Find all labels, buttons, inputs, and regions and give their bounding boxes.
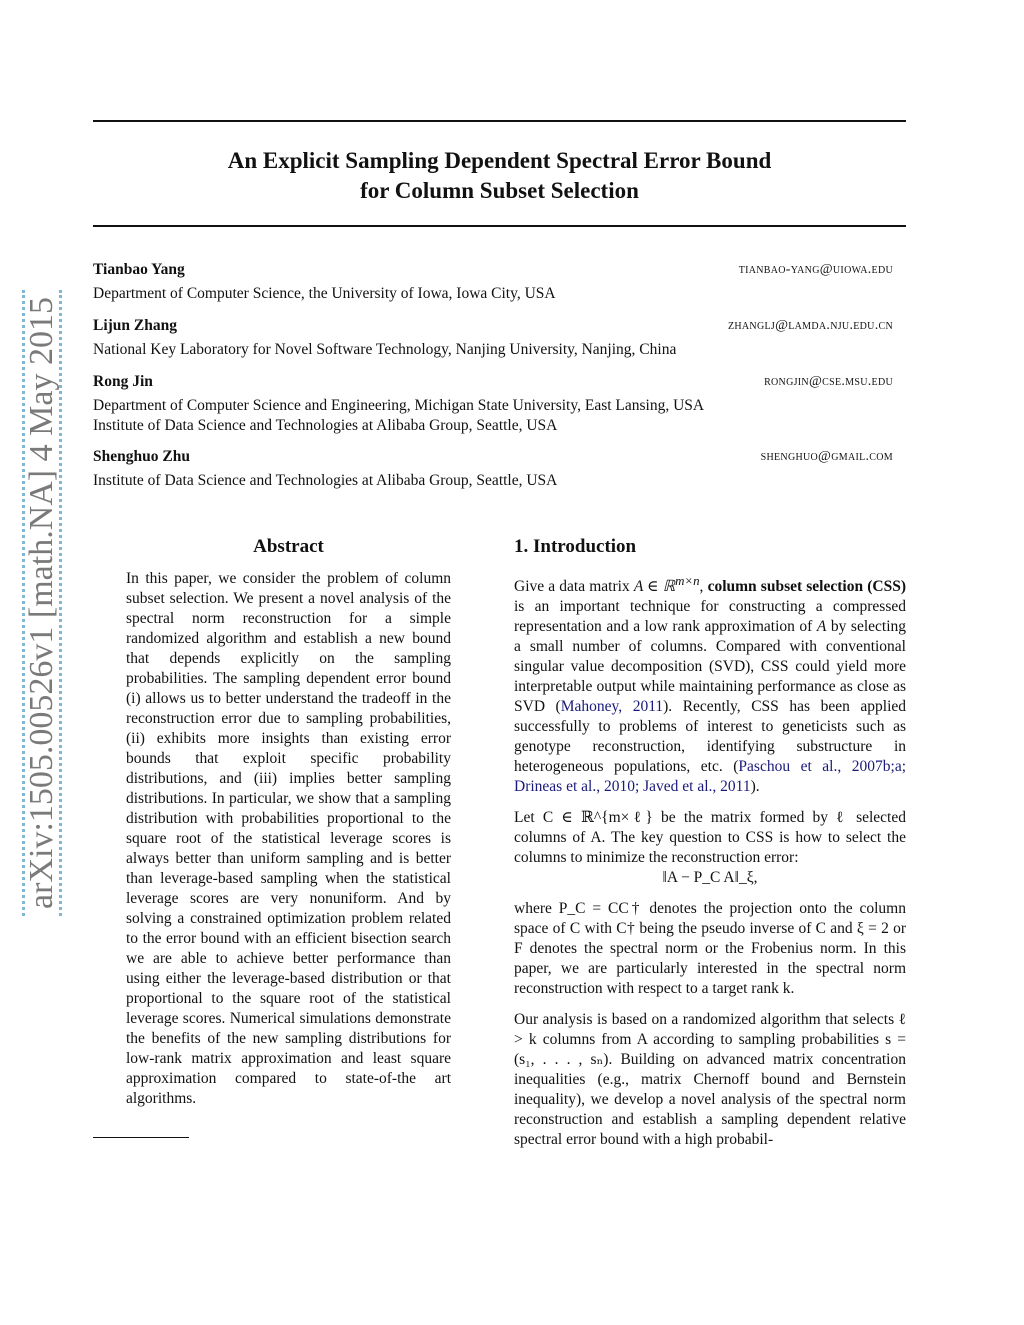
top-rule [93,120,906,122]
section-heading: 1. Introduction [514,536,637,557]
author-block [93,372,893,436]
citation-link[interactable]: Mahoney, 2011 [560,698,664,716]
author-affiliation: Department of Computer Science and Engineering, Michigan State University, East Lansing, USA [93,397,705,414]
author-block [93,260,893,304]
paragraph: Our analysis is based on a randomized algorithm that selects ℓ > k columns from A according to sampling probabilities s = (s₁, . . . , sₙ). Building on advanced matrix concentration inequalities (e.g., matrix Chernoff bound and Bernstein inequality), we develop a novel analysis of the spectral norm reconstruction and establish a sampling dependent relative spectral error bound with a high probabil- [514,1011,906,1149]
author-affiliation: Department of Computer Science, the University of Iowa, Iowa City, USA [93,285,556,302]
paragraph: Let C ∈ ℝ^{m×ℓ} be the matrix formed by ℓ selected columns of A. The key question to CSS is how to select the columns to minimize the reconstruction error: [514,809,906,867]
citation-link[interactable]: Paschou et al., 2007b;a; Drineas et al., 2010; Javed et al., 2011 [514,758,907,796]
abstract-body: In this paper, we consider the problem of column subset selection. We present a novel analysis of the spectral norm reconstruction for a simple randomized algorithm and establish a new bound that depends explicitly on the sampling probabilities. The sampling dependent error bound (i) allows us to better understand the tradeoff in the reconstruction error due to sampling probabilities, (ii) exhibits more insights than existing error bounds that exploit specific probability distributions, and (iii) implies better sampling distributions. In particular, we show that a sampling distribution with probabilities proportional to the square root of the statistical leverage scores is always better than uniform sampling and is better than leverage-based sampling when the statistical leverage scores are very nonuniform. And by solving a constrained optimization problem related to the error bound with an efficient bisection search we are able to achieve better performance than using either the leverage-based distribution or that proportional to the square root of the statistical leverage scores. Numerical simulations demonstrate the benefits of the new sampling distributions for low-rank matrix approximation and least square approximation compared to state-of-the art algorithms. [126,570,451,1107]
author-affiliation: Institute of Data Science and Technologies at Alibaba Group, Seattle, USA [93,472,558,489]
author-name: Shenghuo Zhu [93,448,190,465]
author-name: Lijun Zhang [93,317,178,334]
author-name: Tianbao Yang [93,261,185,278]
arxiv-stamp: arXiv:1505.00526v1 [math.NA] 4 May 2015 [22,290,62,916]
paragraph: where P_C = CC† denotes the projection onto the column space of C with C† being the pseudo inverse of C and ξ = 2 or F denotes the spectral norm or the Frobenius norm. In this paper, we are particularly interested in the spectral norm reconstruction with respect to a target rank k. [514,900,906,998]
author-name: Rong Jin [93,373,153,390]
author-email: tianbao-yang@uiowa.edu [738,262,893,277]
introduction-body [514,571,906,1161]
paper-title: An Explicit Sampling Dependent Spectral Error Bound for Column Subset Selection [227,148,772,203]
author-email: rongjin@cse.msu.edu [764,374,893,389]
author-block [93,447,893,491]
title-rule [93,225,906,227]
author-affiliation: Institute of Data Science and Technologies at Alibaba Group, Seattle, USA [93,417,558,434]
author-email: zhanglj@lamda.nju.edu.cn [727,318,893,333]
author-email: shenghuo@gmail.com [760,449,893,464]
author-affiliation: National Key Laboratory for Novel Software Technology, Nanjing University, Nanjing, China [93,341,677,358]
footnote-rule [93,1137,189,1138]
paragraph: Give a data matrix A ∈ ℝ$^{m\times n}$, column subset selection (CSS) is an important technique for constructing a compressed representation and a low rank approximation of A by selecting a small number of columns. Compared with conventional singular value decomposition (SVD), CSS could yield more interpretable output while maintaining performance as close as SVD (Mahoney, 2011). Recently, CSS has been applied successfully to problems of interest to geneticists such as genotype reconstruction, identifying substructure in heterogeneous populations, etc. (Paschou et al., 2007b;a; Drineas et al., 2010; Javed et al., 2011). [514,573,907,796]
author-block [93,316,893,360]
equation: ‖A − P_C A‖_ξ, [662,869,758,887]
abstract-heading: Abstract [253,536,324,557]
